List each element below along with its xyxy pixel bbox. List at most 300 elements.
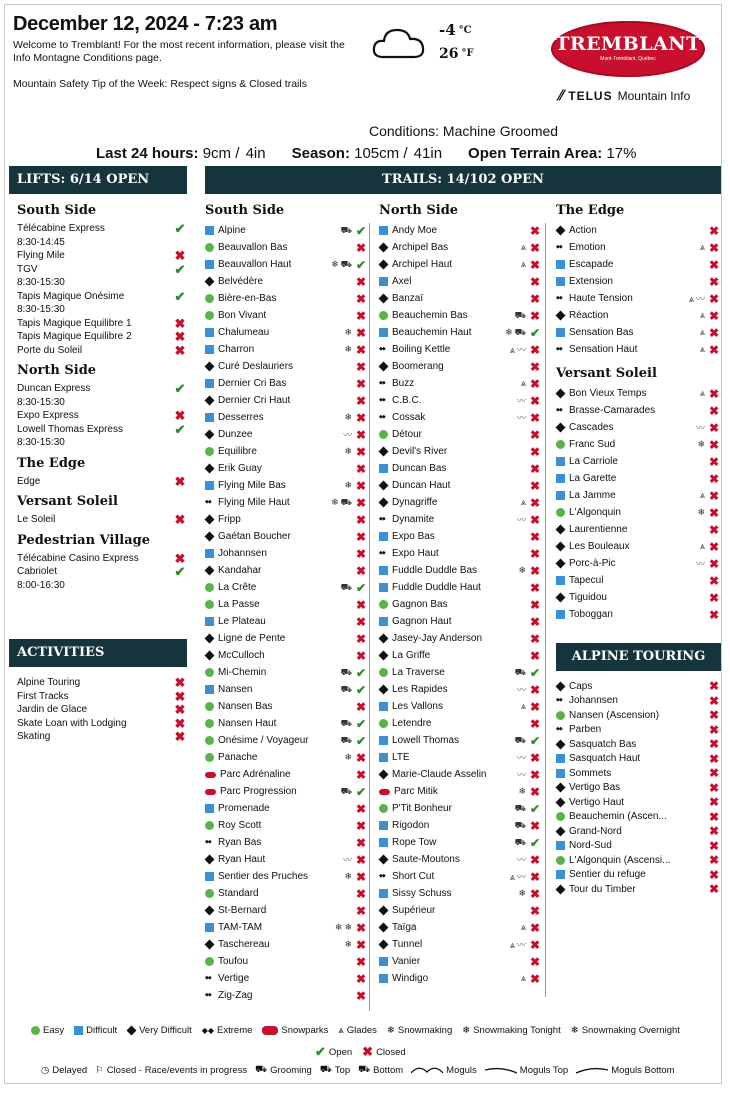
trail-row[interactable] (379, 256, 541, 273)
x-icon: ✖ (529, 869, 541, 884)
x-icon: ✖ (355, 903, 367, 918)
trail-row[interactable] (205, 511, 367, 528)
trail-row[interactable] (379, 273, 541, 290)
trail-row[interactable] (205, 732, 367, 749)
very-difficult-icon (205, 855, 215, 865)
trail-row[interactable] (379, 222, 541, 239)
trail-row[interactable] (556, 853, 720, 868)
trail-row[interactable] (205, 953, 367, 970)
activity-row[interactable] (17, 730, 187, 744)
trail-row[interactable] (556, 781, 720, 796)
trail-row[interactable] (379, 698, 541, 715)
trail-row[interactable] (379, 664, 541, 681)
moguls-icon: 〰 (516, 413, 526, 423)
trail-row[interactable] (556, 290, 720, 307)
snowpark-icon (205, 789, 216, 795)
trail-name: Extension (569, 276, 613, 287)
trail-row[interactable] (205, 698, 367, 715)
very-difficult-icon (556, 226, 566, 236)
trail-name: Boomerang (392, 361, 444, 372)
trail-row[interactable] (379, 681, 541, 698)
trail-row[interactable] (556, 307, 720, 324)
trail-name: Supérieur (392, 905, 436, 916)
trail-row[interactable] (205, 307, 367, 324)
feature-icons (513, 803, 526, 815)
difficult-icon (379, 226, 388, 235)
trail-row[interactable] (379, 324, 541, 341)
x-icon: ✖ (355, 410, 367, 425)
trail-row[interactable] (205, 766, 367, 783)
moguls-icon: 〰 (516, 345, 526, 355)
trail-row[interactable] (205, 528, 367, 545)
trail-row[interactable] (205, 987, 367, 1004)
x-icon: ✖ (529, 631, 541, 646)
trail-row[interactable] (205, 545, 367, 562)
trail-name: Ryan Bas (218, 837, 262, 848)
lift-row[interactable] (17, 290, 187, 317)
x-icon: ✖ (355, 393, 367, 408)
trail-row[interactable] (379, 596, 541, 613)
trail-row[interactable] (205, 494, 367, 511)
x-icon: ✖ (174, 688, 186, 704)
x-icon: ✖ (529, 529, 541, 544)
lift-hours: 8:30-14:45 (17, 236, 65, 248)
lift-row[interactable] (17, 344, 187, 358)
trail-row[interactable] (205, 630, 367, 647)
lift-row[interactable] (17, 409, 187, 423)
trail-name: Roy Scott (218, 820, 262, 831)
lift-row[interactable] (17, 330, 187, 344)
x-icon: ✖ (529, 342, 541, 357)
legend-easy: Easy (31, 1025, 64, 1036)
glade-icon: ⩓ (699, 388, 705, 398)
last24-stat: Last 24 hours: 9cm / 4in (96, 145, 266, 162)
x-icon: ✖ (355, 427, 367, 442)
trail-row[interactable] (205, 341, 367, 358)
x-icon: ✖ (529, 580, 541, 595)
very-difficult-icon (127, 1026, 137, 1036)
lift-info (17, 423, 123, 450)
x-icon: ✖ (355, 971, 367, 986)
trail-row[interactable] (556, 521, 720, 538)
trail-row[interactable] (205, 936, 367, 953)
lift-row[interactable] (17, 263, 187, 290)
trail-name: Sissy Schuss (392, 888, 452, 899)
trail-row[interactable] (205, 868, 367, 885)
trail-name: Fuddle Duddle Haut (392, 582, 481, 593)
trail-name: St-Bernard (218, 905, 267, 916)
trail-row[interactable] (205, 256, 367, 273)
groomer-icon: ⛟ (514, 734, 526, 745)
lift-row[interactable] (17, 317, 187, 331)
trail-row[interactable] (556, 694, 720, 709)
glade-icon: ⩓ (520, 922, 526, 932)
trail-row[interactable] (379, 936, 541, 953)
lift-row[interactable] (17, 513, 187, 527)
moguls-icon: 〰 (342, 855, 352, 865)
feature-icons (687, 292, 705, 305)
check-icon: ✔ (355, 784, 367, 799)
difficult-icon (556, 277, 565, 286)
check-icon: ✔ (174, 221, 186, 236)
trail-row[interactable] (205, 409, 367, 426)
very-difficult-icon (556, 797, 566, 807)
trail-row[interactable] (379, 868, 541, 885)
trail-row[interactable] (556, 538, 720, 555)
trail-name: Rope Tow (392, 837, 437, 848)
snowmaking-icon: ❄ (697, 439, 705, 449)
check-icon: ✔ (355, 716, 367, 731)
lift-row[interactable] (17, 423, 187, 450)
trail-row[interactable] (205, 647, 367, 664)
trail-row[interactable] (205, 375, 367, 392)
trail-row[interactable] (556, 766, 720, 781)
legend-very: Very Difficult (127, 1025, 192, 1036)
trail-name: Jasey-Jay Anderson (392, 633, 483, 644)
trail-row[interactable] (379, 443, 541, 460)
trail-row[interactable] (379, 817, 541, 834)
x-icon: ✖ (174, 675, 186, 690)
trail-row[interactable] (556, 606, 720, 623)
trail-name: LTE (392, 752, 410, 763)
check-icon: ✔ (529, 835, 541, 850)
legend-grooming: ⛟ Grooming (255, 1064, 312, 1076)
snowmaking-icon: ❄ (518, 888, 526, 898)
trail-name: La Jamme (569, 490, 616, 501)
x-icon: ✖ (708, 488, 720, 503)
moguls-icon: 〰 (516, 515, 526, 525)
trail-row[interactable] (556, 868, 720, 883)
activities-list (17, 676, 187, 744)
trail-name: Nord-Sud (569, 840, 612, 852)
groomer-icon: ⛟ (340, 258, 352, 269)
x-icon: ✖ (355, 631, 367, 646)
lift-name: Tapis Magique Onésime (17, 290, 125, 302)
trail-row[interactable] (379, 562, 541, 579)
group-title: The Edge (556, 203, 625, 218)
feature-icons (519, 973, 526, 984)
feature-icons (516, 888, 526, 899)
glade-icon: ⩓ (338, 1025, 344, 1036)
trail-row[interactable] (556, 436, 720, 453)
trail-name: Nansen Haut (218, 718, 277, 729)
trail-row[interactable] (379, 970, 541, 987)
trail-row[interactable] (379, 290, 541, 307)
feature-icons (339, 684, 352, 696)
activity-name: Skating (17, 731, 51, 742)
trail-row[interactable] (205, 426, 367, 443)
trail-name: TAM-TAM (218, 922, 263, 933)
x-icon: ✖ (355, 767, 367, 782)
trail-row[interactable] (379, 375, 541, 392)
trail-row[interactable] (205, 562, 367, 579)
extreme-icon: ◆◆ (205, 975, 211, 981)
feature-icons (698, 388, 705, 399)
lift-info (17, 344, 82, 358)
trail-name: Gaétan Boucher (218, 531, 291, 542)
trail-name: Dernier Cri Bas (218, 378, 287, 389)
lift-row[interactable] (17, 565, 187, 592)
trail-name: Belvédère (218, 276, 264, 287)
trail-name: Les Rapides (392, 684, 448, 695)
moguls-icon: 〰 (516, 855, 526, 865)
trail-row[interactable] (556, 222, 720, 239)
trail-row[interactable] (556, 402, 720, 419)
trail-row[interactable] (556, 419, 720, 436)
trail-row[interactable] (556, 572, 720, 589)
trail-row[interactable] (556, 882, 720, 897)
trail-row[interactable] (379, 766, 541, 783)
difficult-icon (205, 685, 214, 694)
groomer-icon: ⛟ (514, 802, 526, 813)
trail-row[interactable] (205, 273, 367, 290)
trail-row[interactable] (379, 545, 541, 562)
trail-row[interactable] (556, 504, 720, 521)
activity-row[interactable] (17, 703, 187, 717)
trail-row[interactable] (379, 307, 541, 324)
trail-row[interactable] (379, 749, 541, 766)
trail-row[interactable] (379, 426, 541, 443)
trail-row[interactable] (556, 324, 720, 341)
trail-name: Sentier des Pruches (218, 871, 309, 882)
x-icon: ✖ (355, 614, 367, 629)
snowmaking-icon: ❄ (518, 786, 526, 796)
check-icon: ✔ (529, 325, 541, 340)
lift-row[interactable] (17, 382, 187, 409)
snowmaking-icon: ❄ (344, 446, 352, 456)
trail-row[interactable] (556, 824, 720, 839)
difficult-icon (379, 566, 388, 575)
trail-name: Equilibre (218, 446, 257, 457)
lift-info (17, 330, 132, 344)
very-difficult-icon (205, 362, 215, 372)
trail-row[interactable] (556, 470, 720, 487)
trail-row[interactable] (379, 919, 541, 936)
trail-name: Kandahar (218, 565, 262, 576)
x-icon: ✖ (355, 597, 367, 612)
very-difficult-icon (556, 739, 566, 749)
difficult-icon (379, 617, 388, 626)
trail-row[interactable] (556, 555, 720, 572)
feature-icons (698, 327, 705, 338)
trail-row[interactable] (379, 528, 541, 545)
trail-row[interactable] (205, 817, 367, 834)
trail-name: Parben (569, 724, 602, 736)
trail-name: Action (569, 225, 597, 236)
trail-row[interactable] (205, 749, 367, 766)
trail-row[interactable] (205, 681, 367, 698)
trail-row[interactable] (379, 885, 541, 902)
trail-row[interactable] (379, 579, 541, 596)
trail-row[interactable] (556, 239, 720, 256)
trail-row[interactable] (205, 443, 367, 460)
trail-row[interactable] (205, 392, 367, 409)
lifts-list (17, 197, 187, 592)
legend-row-2 (315, 1044, 406, 1060)
trail-row[interactable] (205, 596, 367, 613)
very-difficult-icon (379, 923, 389, 933)
trail-row[interactable] (379, 239, 541, 256)
feature-icons (513, 837, 526, 849)
difficult-icon (205, 328, 214, 337)
trail-row[interactable] (556, 385, 720, 402)
trail-row[interactable] (205, 800, 367, 817)
trail-row[interactable] (205, 324, 367, 341)
snowmaking-icon: ❄ (344, 871, 352, 881)
trail-row[interactable] (205, 290, 367, 307)
trail-row[interactable] (205, 834, 367, 851)
lift-info (17, 317, 132, 331)
lift-row[interactable] (17, 552, 187, 566)
difficult-icon (556, 457, 565, 466)
trail-row[interactable] (205, 358, 367, 375)
trail-row[interactable] (556, 839, 720, 854)
trail-row[interactable] (205, 664, 367, 681)
trail-name: Tunnel (392, 939, 423, 950)
difficult-icon (556, 769, 565, 778)
trail-row[interactable] (379, 647, 541, 664)
trail-row[interactable] (556, 752, 720, 767)
easy-icon (379, 600, 388, 609)
trail-row[interactable] (379, 630, 541, 647)
extreme-icon: ◆◆ (379, 873, 385, 879)
moguls-top-icon (485, 1066, 517, 1074)
moguls-icon: 〰 (695, 423, 705, 433)
trail-name: Sentier du refuge (569, 869, 646, 881)
x-icon: ✖ (529, 257, 541, 272)
telus-mountain-info (557, 87, 690, 104)
x-icon: ✖ (362, 1044, 374, 1059)
feature-icons (698, 490, 705, 501)
trail-row[interactable] (379, 511, 541, 528)
trail-row[interactable] (379, 477, 541, 494)
trail-row[interactable] (379, 834, 541, 851)
trail-row[interactable] (556, 679, 720, 694)
trail-row[interactable] (556, 589, 720, 606)
trail-row[interactable] (205, 902, 367, 919)
difficult-icon (205, 379, 214, 388)
trail-row[interactable] (379, 851, 541, 868)
trail-row[interactable] (556, 487, 720, 504)
welcome-text: Welcome to Tremblant! For the most recent information, please visit the Info Montagne Conditions page. (13, 39, 345, 64)
trail-name: Expo Haut (392, 548, 439, 559)
snowmaking-icon: ❄ (334, 922, 343, 932)
trail-row[interactable] (379, 800, 541, 817)
moguls-icon (411, 1066, 443, 1074)
trail-row[interactable] (379, 341, 541, 358)
trail-row[interactable] (205, 783, 367, 800)
trail-row[interactable] (205, 579, 367, 596)
activity-row[interactable] (17, 717, 187, 731)
activity-row[interactable] (17, 676, 187, 690)
trail-row[interactable] (379, 783, 541, 800)
trail-row[interactable] (205, 613, 367, 630)
trail-row[interactable] (205, 477, 367, 494)
difficult-icon (379, 532, 388, 541)
extreme-icon: ◆◆ (556, 295, 562, 301)
x-icon: ✖ (708, 824, 720, 839)
activity-name: Jardin de Glace (17, 704, 88, 715)
trail-row[interactable] (379, 953, 541, 970)
trail-name: Vertigo Haut (569, 796, 625, 808)
x-icon: ✖ (174, 342, 186, 358)
glade-icon: ⩓ (520, 259, 526, 269)
x-icon: ✖ (708, 505, 720, 520)
lift-row[interactable] (17, 475, 187, 489)
trail-row[interactable] (556, 810, 720, 825)
tremblant-logo[interactable] (551, 21, 705, 77)
trail-row[interactable] (556, 737, 720, 752)
difficult-icon (379, 889, 388, 898)
x-icon: ✖ (355, 750, 367, 765)
trail-row[interactable] (205, 222, 367, 239)
trail-row[interactable] (205, 715, 367, 732)
lift-name: Flying Mile (17, 250, 65, 261)
snowmaking-icon: ❄ (697, 507, 705, 517)
conditions-text: Conditions: Machine Groomed (369, 123, 559, 139)
trail-row[interactable] (205, 970, 367, 987)
lift-row[interactable] (17, 222, 187, 249)
very-difficult-icon (205, 651, 215, 661)
trail-row[interactable] (379, 358, 541, 375)
trail-row[interactable] (556, 723, 720, 738)
trail-row[interactable] (556, 795, 720, 810)
very-difficult-icon (379, 260, 389, 270)
trail-name: Devil's River (392, 446, 448, 457)
lift-row[interactable] (17, 249, 187, 263)
x-icon: ✖ (355, 648, 367, 663)
trail-row[interactable] (379, 409, 541, 426)
trail-row[interactable] (556, 453, 720, 470)
trail-row[interactable] (379, 613, 541, 630)
very-difficult-icon (205, 464, 215, 474)
trail-row[interactable] (205, 239, 367, 256)
trail-row[interactable] (379, 902, 541, 919)
legend-extreme: ◆◆ Extreme (201, 1025, 253, 1036)
feature-icons (341, 853, 352, 866)
feature-icons (519, 242, 526, 253)
trail-row[interactable] (205, 885, 367, 902)
x-icon: ✖ (708, 679, 720, 694)
glade-icon: ⩓ (509, 345, 515, 355)
trail-name: Erik Guay (218, 463, 262, 474)
trail-row[interactable] (556, 341, 720, 358)
trail-row[interactable] (556, 708, 720, 723)
trail-row[interactable] (205, 851, 367, 868)
trail-row[interactable] (556, 256, 720, 273)
trail-name: Panache (218, 752, 258, 763)
very-difficult-icon (205, 396, 215, 406)
trail-row[interactable] (205, 919, 367, 936)
activity-row[interactable] (17, 690, 187, 704)
trail-row[interactable] (379, 460, 541, 477)
trail-row[interactable] (379, 392, 541, 409)
x-icon: ✖ (708, 867, 720, 882)
extreme-icon: ◆◆ (205, 499, 211, 505)
group-title: North Side (379, 203, 459, 218)
x-icon: ✖ (355, 937, 367, 952)
trail-row[interactable] (205, 460, 367, 477)
trail-row[interactable] (379, 494, 541, 511)
trail-row[interactable] (379, 732, 541, 749)
trail-name: Détour (392, 429, 423, 440)
x-icon: ✖ (708, 708, 720, 723)
trail-row[interactable] (556, 273, 720, 290)
trail-name: Flying Mile Bas (218, 480, 286, 491)
trail-row[interactable] (379, 715, 541, 732)
group-title: North Side (17, 363, 97, 378)
x-icon: ✖ (529, 223, 541, 238)
